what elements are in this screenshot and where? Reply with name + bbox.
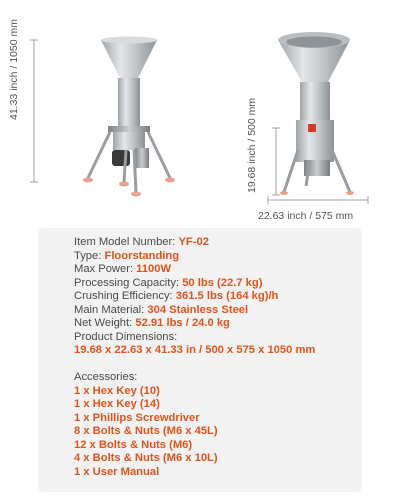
spec-list [74,236,374,479]
accessory-item: 4 x Bolts & Nuts (M6 x 10L) [74,452,218,464]
spec-row-efficiency: Crushing Efficiency: 361.5 lbs (164 kg)/h [74,290,279,302]
spec-row-weight: Net Weight: 52.91 lbs / 24.0 kg [74,317,230,329]
accessory-item: 8 x Bolts & Nuts (M6 x 45L) [74,425,218,437]
product-figure [0,0,400,230]
height-full-dimension-label: 41.33 inch / 1050 mm [8,19,20,120]
accessory-item: 1 x User Manual [74,465,160,478]
spec-row-capacity: Processing Capacity: 50 lbs (22.7 kg) [74,276,263,289]
accessory-item: 1 x Hex Key (14) [74,398,160,410]
width-body-dimension-label: 22.63 inch / 575 mm [258,210,354,222]
spec-row-material: Main Material: 304 Stainless Steel [74,303,249,316]
accessory-item: 1 x Hex Key (10) [74,384,160,397]
accessory-item: 1 x Phillips Screwdriver [74,411,200,424]
spec-row-dimensions-label: Product Dimensions: [74,330,178,343]
spec-row-dimensions-value: 19.68 x 22.63 x 41.33 in / 500 x 575 x 1050 mm [74,344,316,356]
spec-row-power: Max Power: 1100W [74,263,172,275]
machine-front-view-illustration [0,0,400,230]
spec-row-type: Type: Floorstanding [74,249,180,262]
accessories-heading: Accessories: [74,371,138,383]
accessory-item: 12 x Bolts & Nuts (M6) [74,438,193,451]
spec-row-model: Item Model Number: YF-02 [74,236,209,248]
height-body-dimension-label: 19.68 inch / 500 mm [246,97,258,193]
